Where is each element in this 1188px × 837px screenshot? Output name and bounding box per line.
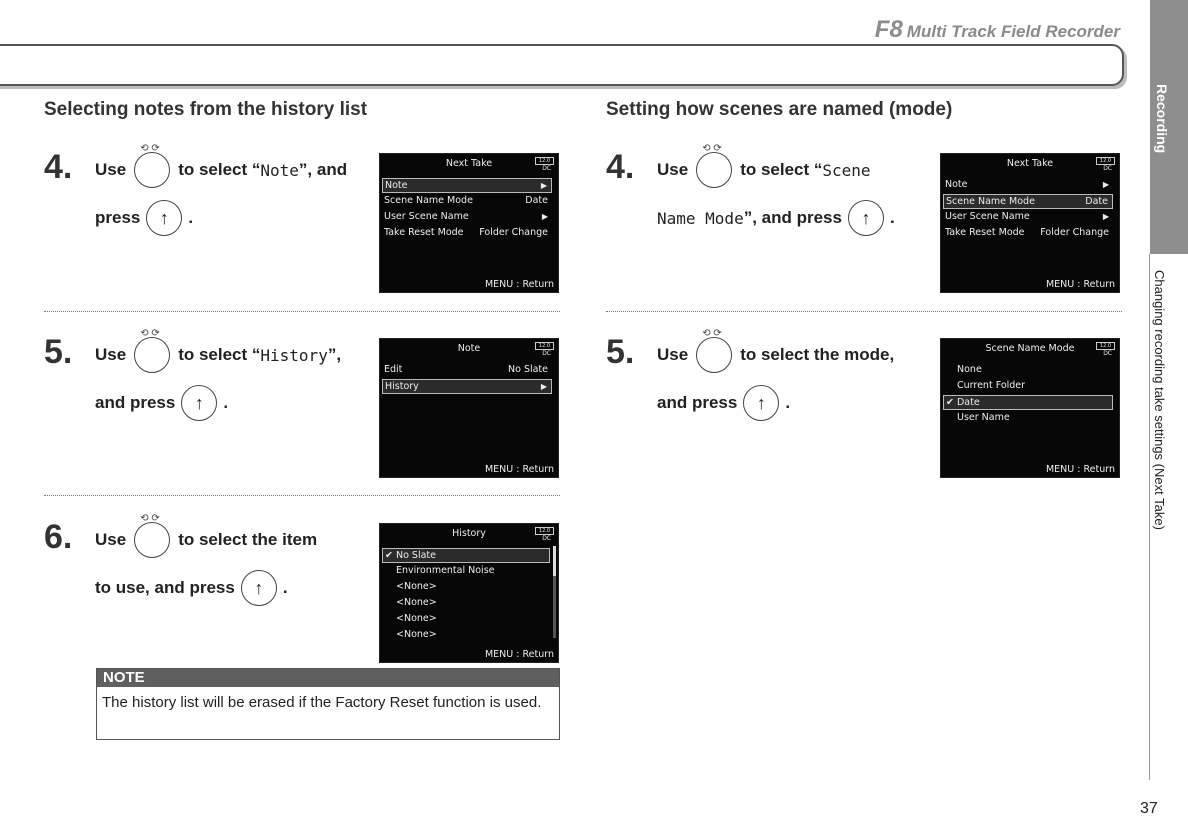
menu-row: Take Reset Mode Folder Change [945, 227, 1109, 238]
step-text [95, 328, 342, 373]
press-label: and press [95, 393, 176, 412]
use-label: Use [95, 530, 127, 549]
action-text: to select the item [178, 530, 318, 549]
menu-item-name: Scene [822, 160, 871, 180]
step-text [657, 328, 895, 373]
step-text-line2 [657, 200, 895, 236]
step-divider [44, 495, 560, 496]
menu-row: Scene Name Mode Date [384, 195, 548, 206]
step-number: 4. [606, 148, 635, 186]
screen-next-take [379, 153, 559, 293]
dial-icon: ⟲ ⟳ [134, 152, 170, 188]
step-number: 4. [44, 148, 73, 186]
menu-row: <None> [396, 629, 437, 640]
step-divider [44, 311, 560, 312]
dc-label: DC [542, 165, 551, 172]
screen-note [379, 338, 559, 478]
press-button-icon: ↑ [743, 385, 779, 421]
product-name: Multi Track Field Recorder [906, 22, 1120, 41]
action-text: to select “ [178, 345, 261, 364]
scrollbar-thumb [553, 546, 556, 576]
menu-row: Current Folder [957, 380, 1026, 391]
side-divider [1149, 254, 1150, 780]
header-title [875, 16, 1120, 44]
press-label: to use, and press [95, 578, 235, 597]
menu-row: User Scene Name ▶ [945, 211, 1109, 222]
step-text-line2 [657, 385, 790, 421]
menu-row: Environmental Noise [396, 565, 495, 576]
step-text-line2 [95, 200, 193, 236]
period: . [282, 578, 288, 597]
action-after: ”, [327, 345, 342, 364]
menu-row: User Scene Name ▶ [384, 211, 548, 222]
battery-icon: 12.0 [1096, 342, 1115, 350]
step-text [95, 143, 348, 188]
dial-icon: ⟲ ⟳ [696, 337, 732, 373]
step-text-line2 [95, 570, 288, 606]
use-label: Use [95, 345, 127, 364]
period: . [188, 208, 194, 227]
right-section-title: Setting how scenes are named (mode) [606, 99, 953, 120]
side-subtitle: Changing recording take settings (Next Take) [1152, 270, 1167, 530]
action-after: ”, and [298, 160, 348, 179]
dc-label: DC [542, 350, 551, 357]
action-text: to select the mode, [740, 345, 895, 364]
screen-title: History [452, 528, 486, 539]
menu-row: ✔ No Slate [382, 548, 550, 563]
use-label: Use [657, 160, 689, 179]
battery-icon: 12.0 [1096, 157, 1115, 165]
screen-footer: MENU : Return [1045, 464, 1115, 475]
menu-row: <None> [396, 581, 437, 592]
note-text: The history list will be erased if the Factory Reset function is used. [102, 694, 542, 711]
dial-icon: ⟲ ⟳ [696, 152, 732, 188]
menu-row: Edit No Slate [384, 364, 548, 375]
screen-footer: MENU : Return [1045, 279, 1115, 290]
period: . [785, 393, 791, 412]
dial-icon: ⟲ ⟳ [134, 522, 170, 558]
left-section-title: Selecting notes from the history list [44, 99, 368, 120]
dc-label: DC [1103, 165, 1112, 172]
step-text [657, 143, 871, 188]
period: . [889, 208, 895, 227]
step-number: 5. [44, 333, 73, 371]
screen-footer: MENU : Return [484, 649, 554, 660]
menu-row: <None> [396, 613, 437, 624]
note-box [96, 668, 560, 740]
dial-icon: ⟲ ⟳ [134, 337, 170, 373]
screen-next-take-2 [940, 153, 1120, 293]
press-button-icon: ↑ [181, 385, 217, 421]
header-banner [0, 44, 1124, 86]
model-name: F8 [874, 16, 903, 43]
screen-title: Note [457, 343, 481, 354]
step-number: 6. [44, 518, 73, 556]
screen-title: Next Take [445, 158, 493, 169]
step-text [95, 513, 318, 558]
menu-row: Note ▶ [382, 178, 552, 193]
action-text: to select “ [740, 160, 823, 179]
press-button-icon: ↑ [848, 200, 884, 236]
press-label: and press [657, 393, 738, 412]
action-after: ”, and press [743, 208, 842, 227]
menu-row: None [957, 364, 982, 375]
dc-label: DC [542, 535, 551, 542]
menu-row: Take Reset Mode Folder Change [384, 227, 548, 238]
screen-footer: MENU : Return [484, 279, 554, 290]
battery-icon: 12.0 [535, 342, 554, 350]
menu-row: <None> [396, 597, 437, 608]
press-label: press [95, 208, 141, 227]
menu-row: Note ▶ [945, 179, 1109, 190]
dc-label: DC [1103, 350, 1112, 357]
note-heading: NOTE [97, 669, 559, 687]
side-tab-label: Recording [1154, 84, 1170, 154]
menu-item-name-cont: Name Mode [657, 208, 744, 228]
menu-row: ✔ Date [943, 395, 1113, 410]
screen-history [379, 523, 559, 663]
screen-scene-name-mode [940, 338, 1120, 478]
battery-icon: 12.0 [535, 157, 554, 165]
screen-title: Next Take [1006, 158, 1054, 169]
battery-icon: 12.0 [535, 527, 554, 535]
step-number: 5. [606, 333, 635, 371]
page-number: 37 [1140, 800, 1158, 817]
menu-row: Scene Name Mode Date [943, 194, 1113, 209]
menu-item-name: Note [260, 160, 299, 180]
menu-item-name: History [260, 345, 328, 365]
period: . [223, 393, 229, 412]
action-text: to select “ [178, 160, 261, 179]
use-label: Use [657, 345, 689, 364]
menu-row: History ▶ [382, 379, 552, 394]
menu-row: User Name [957, 412, 1010, 423]
step-divider [606, 311, 1122, 312]
screen-title: Scene Name Mode [985, 343, 1075, 354]
press-button-icon: ↑ [146, 200, 182, 236]
press-button-icon: ↑ [241, 570, 277, 606]
use-label: Use [95, 160, 127, 179]
step-text-line2 [95, 385, 228, 421]
screen-footer: MENU : Return [484, 464, 554, 475]
